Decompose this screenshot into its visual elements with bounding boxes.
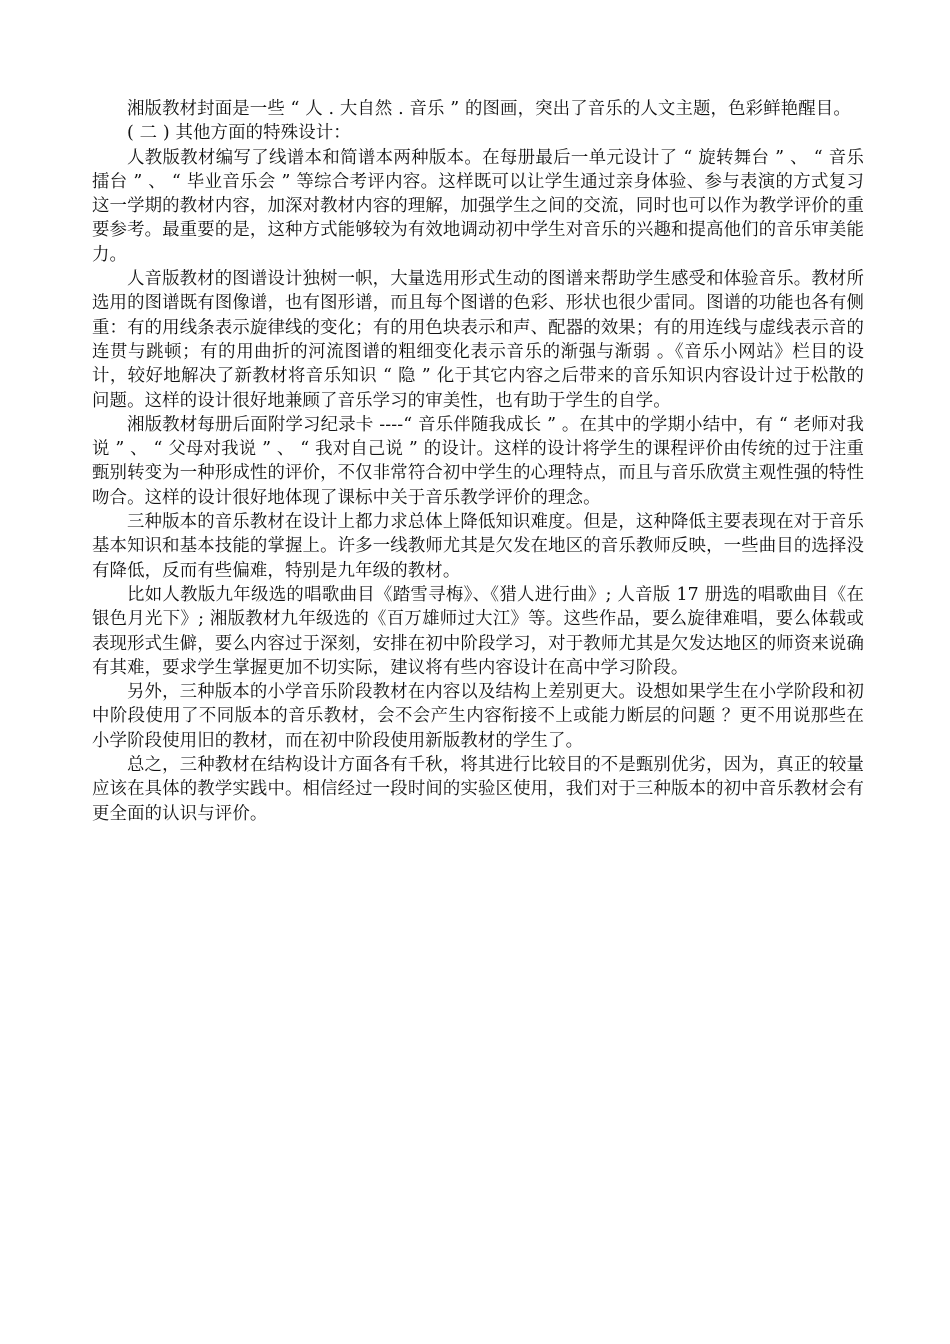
paragraph-song-examples: 比如人教版九年级选的唱歌曲目《踏雪寻梅》、《猎人进行曲》; 人音版 17 册选的唱歌曲目《在银色月光下》; 湘版教材九年级选的《百万雄师过大江》等。这些作品，要么旋律难唱，要么体载或表现形式生僻，要么内容过于深刻，安排在初中阶段学习，对于教师尤其是欠发达地区的师资来说确有其难，要求学生掌握更加不切实际，建议将有些内容设计在高中学习阶段。 — [92, 584, 864, 678]
paragraph-conclusion: 总之，三种教材在结构设计方面各有千秋，将其进行比较目的不是甄别优劣，因为，真正的较量应该在具体的教学实践中。相信经过一段时间的实验区使用，我们对于三种版本的初中音乐教材会有更全面的认识与评价。 — [92, 755, 864, 824]
paragraph-renyin-score-design: 人音版教材的图谱设计独树一帜，大量选用形式生动的图谱来帮助学生感受和体验音乐。教材所选用的图谱既有图像谱，也有图形谱，而且每个图谱的色彩、形状也很少雷同。图谱的功能也各有侧重：有的用线条表示旋律线的变化；有的用色块表示和声、配器的效果；有的用连线与虚线表示音的连贯与跳顿；有的用曲折的河流图谱的粗细变化表示音乐的渐强与渐弱 。《音乐小网站》栏目的设计，较好地解决了新教材将音乐知识 “ 隐 ” 化于其它内容之后带来的音乐知识内容设计过于松散的问题。这样的设计很好地兼顾了音乐学习的审美性，也有助于学生的自学。 — [92, 269, 864, 411]
paragraph-xiang-record-card: 湘版教材每册后面附学习纪录卡 ----“ 音乐伴随我成长 ” 。在其中的学期小结中，有 “ 老师对我说 ” 、 “ 父母对我说 ” 、 “ 我对自己说 ” 的设计。这样的设计将学生的课程评价由传统的过于注重甄别转变为一种形成性的评价，不仅非常符合初中学生的心理特点，而且与音乐欣赏主观性强的特性吻合。这样的设计很好地体现了课标中关于音乐教学评价的理念。 — [92, 414, 864, 508]
paragraph-primary-differences: 另外，三种版本的小学音乐阶段教材在内容以及结构上差别更大。设想如果学生在小学阶段和初中阶段使用了不同版本的音乐教材，会不会产生内容衔接不上或能力断层的问题 ？更不用说那些在小学阶段使用旧的教材，而在初中阶段使用新版教材的学生了。 — [92, 682, 864, 751]
paragraph-xiang-cover: 湘版教材封面是一些 “ 人 . 大自然 . 音乐 ” 的图画，突出了音乐的人文主题，色彩鲜艳醒目。 — [127, 99, 851, 119]
section-heading-special-design: ( 二 ) 其他方面的特殊设计： — [127, 123, 351, 144]
paragraph-difficulty: 三种版本的音乐教材在设计上都力求总体上降低知识难度。但是，这种降低主要表现在对于音乐基本知识和基本技能的掌握上。许多一线教师尤其是欠发在地区的音乐教师反映，一些曲目的选择没有降低，反而有些偏难，特别是九年级的教材。 — [92, 512, 864, 581]
document-body — [92, 97, 864, 826]
paragraph-pep-editions: 人教版教材编写了线谱本和简谱本两种版本。在每册最后一单元设计了 “ 旋转舞台 ” 、 “ 音乐擂台 ” 、 “ 毕业音乐会 ” 等综合考评内容。这样既可以让学生通过亲身体验、参与表演的方式复习这一学期的教材内容，加深对教材内容的理解，加强学生之间的交流，同时也可以作为教学评价的重要参考。最重要的是，这种方式能够较为有效地调动初中学生对音乐的兴趣和提高他们的音乐审美能力。 — [92, 147, 864, 265]
